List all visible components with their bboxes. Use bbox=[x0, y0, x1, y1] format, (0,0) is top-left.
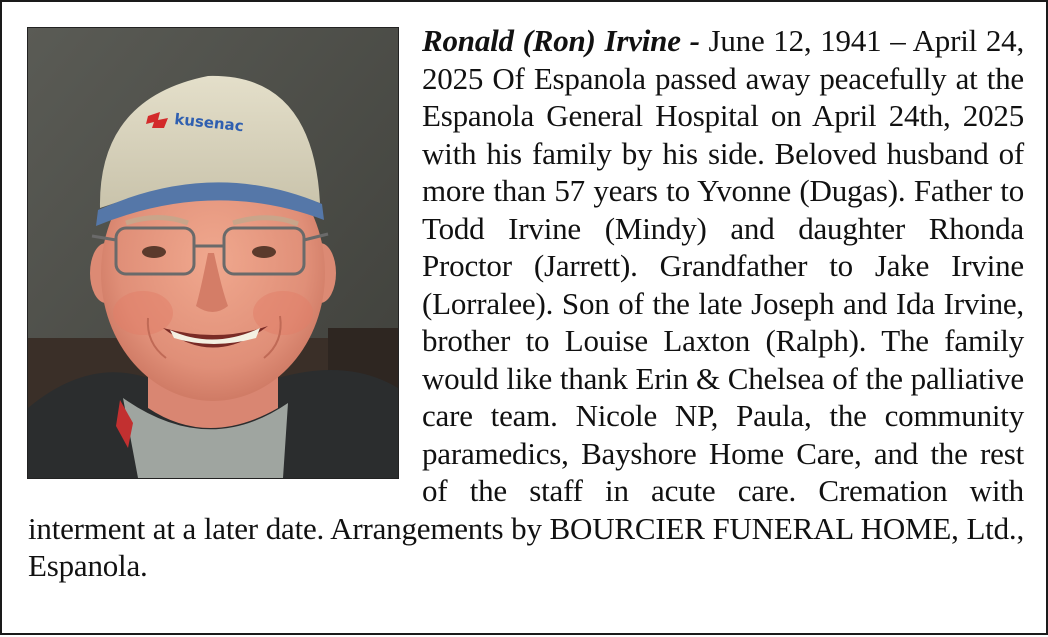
photo-spacer bbox=[28, 22, 412, 486]
svg-text:kusenac: kusenac bbox=[173, 110, 245, 136]
obituary-text-area bbox=[2, 2, 1048, 637]
obituary-body: June 12, 1941 – April 24, 2025 Of Espanola passed away peacefully at the Espanola General Hospital on April 24th, 2025 with his family by his side. Beloved husband of more than 57 years to Yvonne (Dugas). Father to Todd Irvine (Mindy) and daughter Rhonda Proctor (Jarrett). Grandfather to Jake Irvine (Lorralee). Son of the late Joseph and Ida Irvine, brother to Louise Laxton (Ralph). The family would like thank Erin & Chelsea of the palliative care team. Nicole NP, Paula, the community paramedics, Bayshore Home Care, and the rest of the staff in acute care. Cremation with interment at a later date. Arrangements by BOURCIER FUNERAL HOME, Ltd., Espanola. bbox=[28, 23, 1024, 583]
deceased-name: Ronald (Ron) Irvine - bbox=[422, 23, 700, 58]
